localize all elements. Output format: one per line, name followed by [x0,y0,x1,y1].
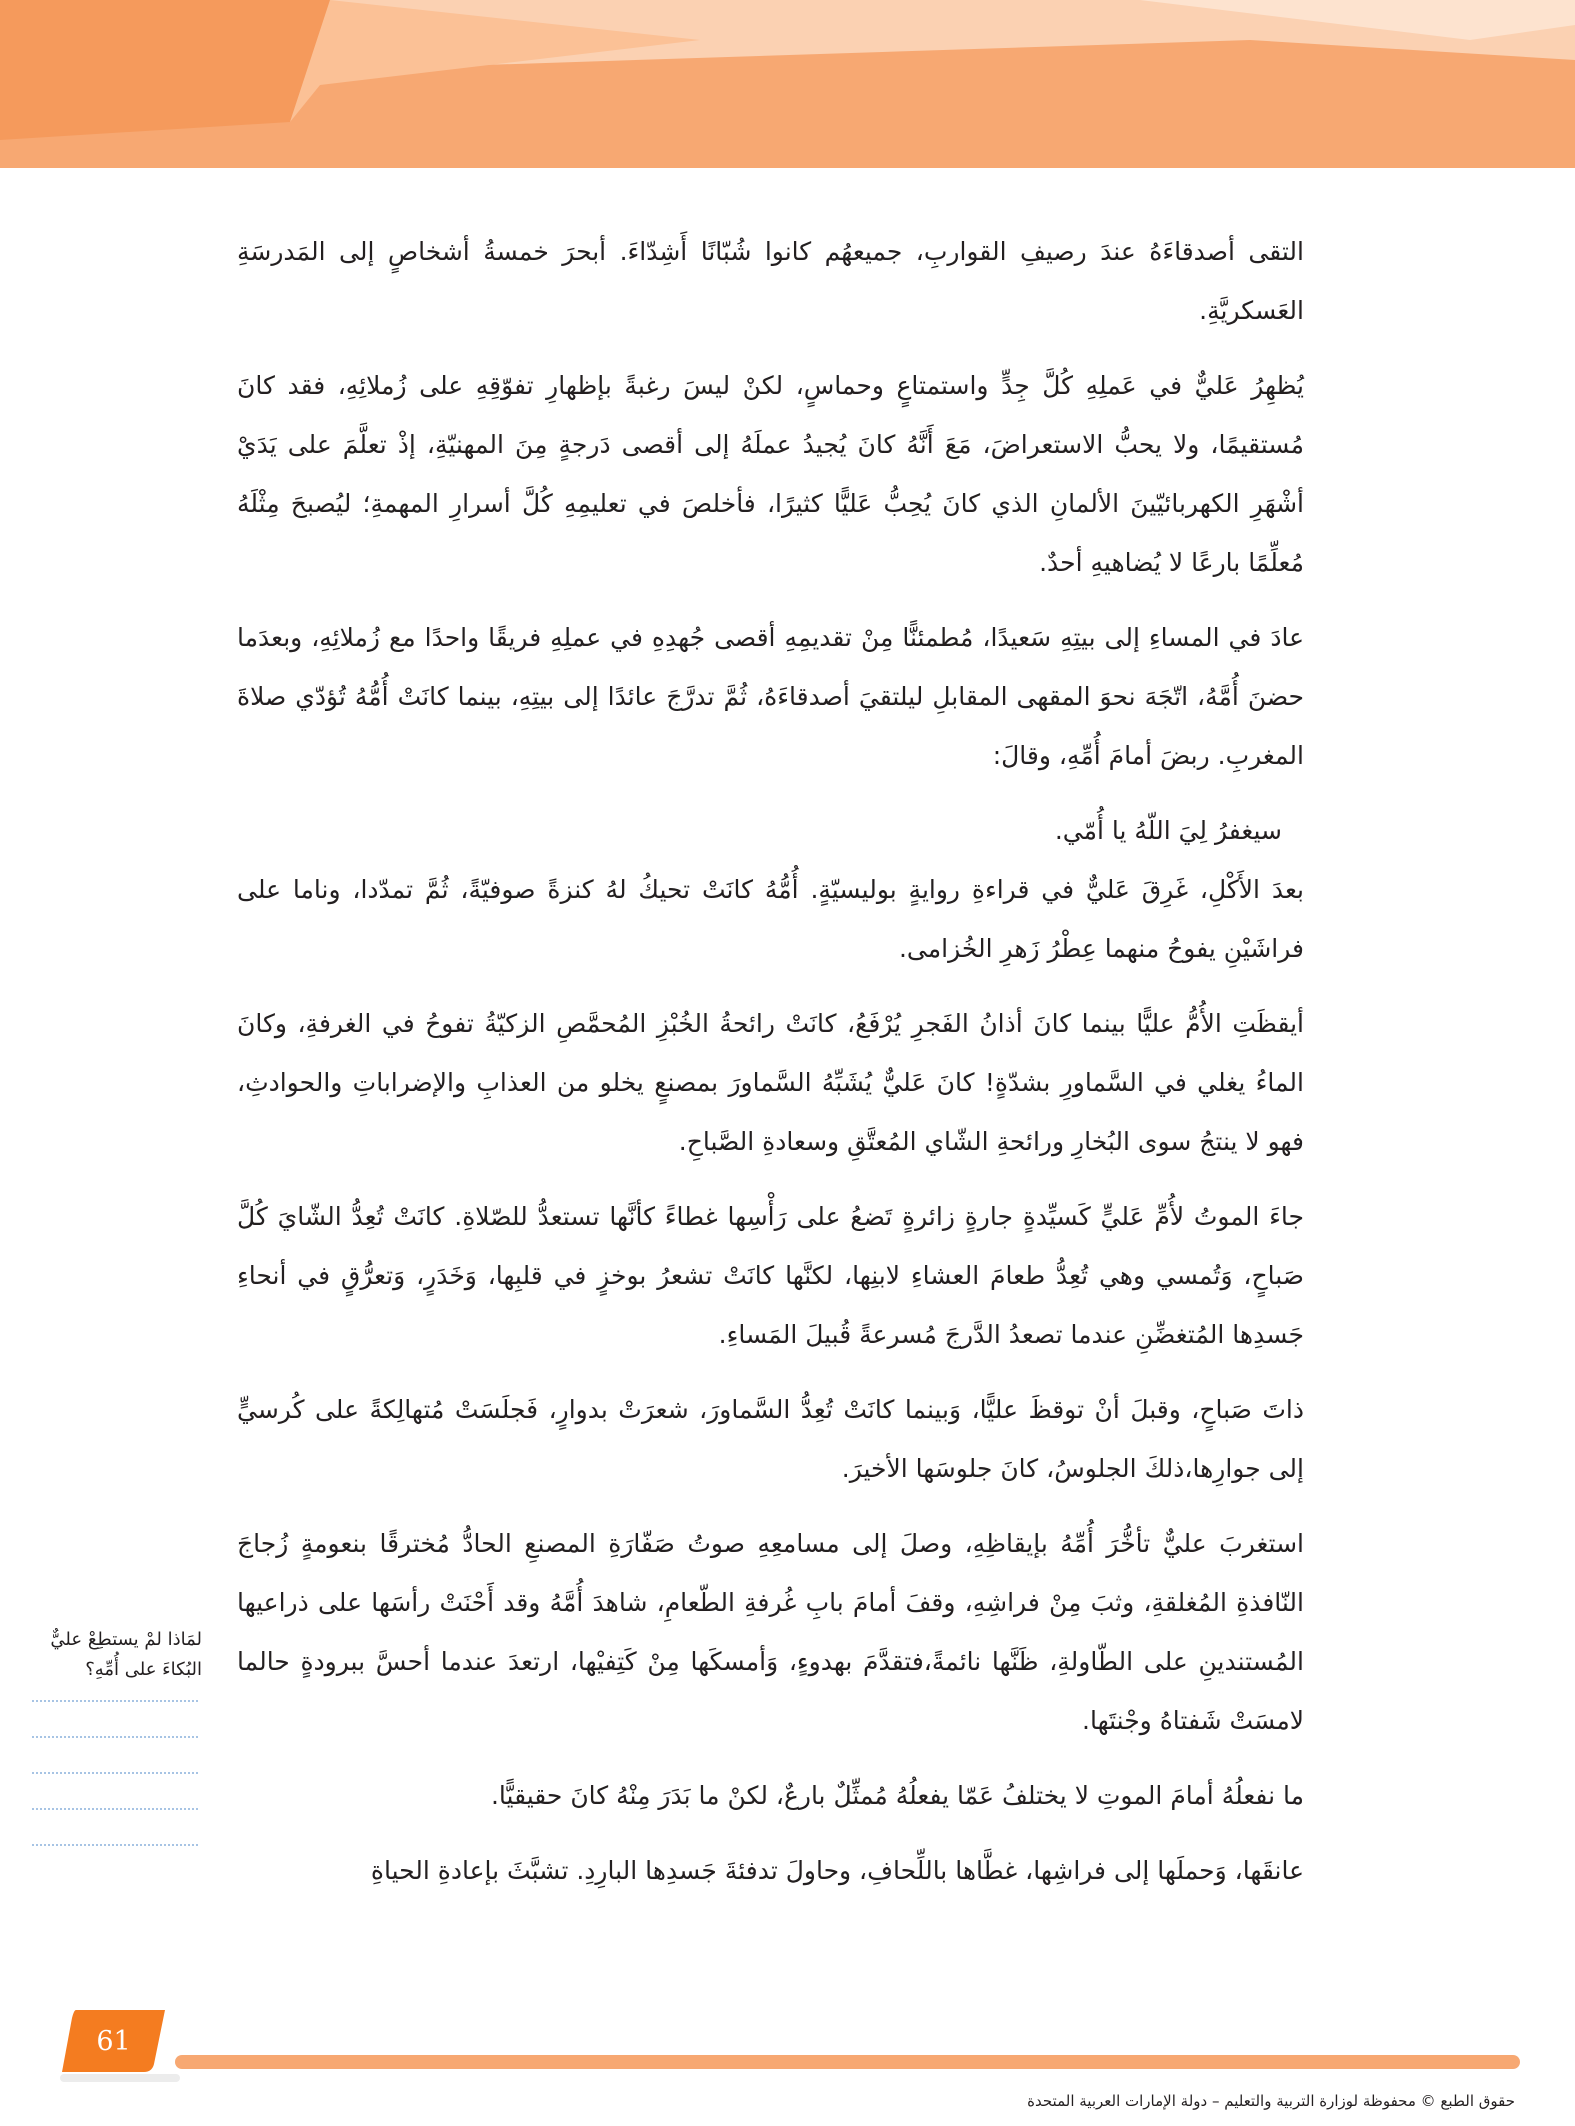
paragraph: ذاتَ صَباحٍ، وقبلَ أنْ توقظَ عليًّا، وَبينما كانَتْ تُعِدُّ السَّماورَ، شعرَتْ بدوارٍ، فَجلَسَتْ مُتهالِكةً على كُرسيٍّ إلى جوارِها،ذلكَ الجلوسُ، كانَ جلوسَها الأخيرَ. [237,1395,1304,1483]
paragraph: استغربَ عليٌّ تأخُّرَ أُمِّهُ بإيقاظِهِ، وصلَ إلى مسامعِهِ صوتُ صَفّارَةِ المصنعِ الحادُّ مُخترقًا بنعومةٍ زُجاجَ النّافذةِ المُغلقةِ، وثبَ مِنْ فراشِهِ، وقفَ أمامَ بابِ غُرفةِ الطّعامِ، شاهدَ أُمَّهُ وقد أَحْنَتْ رأسَها على ذراعيها المُستندينِ على الطّاولةِ، ظَنَّها نائمةً،فتقدَّمَ بهدوءٍ، وَأمسكَها مِنْ كَتِفيْها، ارتعدَ عندما أحسَّ ببرودةٍ حالما لامسَتْ شَفتاهُ وجْنتَها. [237,1529,1304,1735]
page-number-badge [62,2010,165,2072]
paragraph: جاءَ الموتُ لأُمِّ عَليٍّ كَسيِّدةٍ جارةٍ زائرةٍ تَضعُ على رَأْسِها غطاءً كأنَّها تستعدُّ للصّلاةِ. كانَتْ تُعِدُّ الشّايَ كُلَّ صَباحٍ، وَتُمسي وهي تُعِدُّ طعامَ العشاءِ لابنِها، لكنَّها كانَتْ تشعرُ بوخزٍ في قلبِها، وَخَدَرٍ، وَتعرُّقٍ في أنحاءِ جَسدِها المُتغضِّنِ عندما تصعدُ الدَّرجَ مُسرعةً قُبيلَ المَساءِ. [237,1202,1304,1349]
page-number: 61 [96,2025,131,2057]
copyright-notice: حقوق الطبع © محفوظة لوزارة التربية والتعليم – دولة الإمارات العربية المتحدة [1027,2092,1515,2110]
answer-area [32,1700,198,1880]
quote-line: سيغفرُ لِيَ اللّهُ يا أُمّي. [1054,816,1282,845]
footer-bar [175,2055,1520,2069]
header-decoration [0,0,1575,168]
paragraph: عانقَها، وَحملَها إلى فراشِها، غطَّاها باللِّحافِ، وحاولَ تدفئةَ جَسدِها البارِدِ. تشبَّثَ بإعادةِ الحياةِ [370,1856,1304,1885]
answer-line [32,1736,198,1738]
answer-line [32,1844,198,1846]
header-shapes-icon [0,0,1575,168]
answer-line [32,1772,198,1774]
paragraph: التقى أصدقاءَهُ عندَ رصيفِ القواربِ، جميعهُم كانوا شُبّانًا أَشِدّاءَ. أبحرَ خمسةُ أشخاصٍ إلى المَدرسَةِ العَسكريَّةِ. [237,237,1304,325]
paragraph: أيقظَتِ الأُمُّ عليًّا بينما كانَ أذانُ الفَجرِ يُرْفَعُ، كانَتْ رائحةُ الخُبْزِ المُحمَّصِ الزكيّةُ تفوحُ في الغرفةِ، وكانَ الماءُ يغلي في السَّماورِ بشدّةٍ! كانَ عَليٌّ يُشَبِّهُ السَّماورَ بمصنعٍ يخلو من العذابِ والإضراباتِ والحوادثِ، فهو لا ينتجُ سوى البُخارِ ورائحةِ الشّاي المُعتَّقِ وسعادةِ الصَّباحِ. [237,1009,1304,1156]
paragraph: ما نفعلُهُ أمامَ الموتِ لا يختلفُ عَمّا يفعلُهُ مُمثِّلٌ بارعٌ، لكنْ ما بَدَرَ مِنْهُ كانَ حقيقيًّا. [490,1781,1304,1810]
paragraph: يُظهِرُ عَليٌّ في عَملِهِ كُلَّ جِدٍّ واستمتاعٍ وحماسٍ، لكنْ ليسَ رغبةً بإظهارِ تفوّقِهِ على زُملائِهِ، فقد كانَ مُستقيمًا، ولا يحبُّ الاستعراضَ، مَعَ أَنَّهُ كانَ يُجيدُ عملَهُ إلى أقصى دَرجةٍ مِنَ المهنيّةِ، إذْ تعلَّمَ على يَدَيْ أشْهَرِ الكهربائيّينَ الألمانِ الذي كانَ يُحِبُّ عَليًّا كثيرًا، فأخلصَ في تعليمِهِ كُلَّ أسرارِ المهمةِ؛ ليُصبحَ مِثْلَهُ مُعلِّمًا بارعًا لا يُضاهيهِ أحدٌ. [237,371,1304,577]
answer-line [32,1808,198,1810]
paragraph: عادَ في المساءِ إلى بيتِهِ سَعيدًا، مُطمئنًّا مِنْ تقديمِهِ أقصى جُهدِهِ في عملِهِ فريقًا واحدًا مع زُملائِهِ، وبعدَما حضنَ أُمَّهُ، اتّجَهَ نحوَ المقهى المقابلِ ليلتقيَ أصدقاءَهُ، ثُمَّ تدرَّجَ عائدًا إلى بيتِهِ، بينما كانَتْ أُمُّهُ تُؤدّي صلاةَ المغربِ. ربضَ أمامَ أُمِّهِ، وقالَ: [237,623,1304,770]
margin-question: لمَاذا لمْ يستطِعْ عليٌّ البُكاءَ على أُمِّهِ؟ [50,1629,202,1680]
paragraph: بعدَ الأَكْلِ، غَرِقَ عَليٌّ في قراءةِ روايةٍ بوليسيّةٍ. أُمُّهُ كانَتْ تحيكُ لهُ كنزةً صوفيّةً، ثُمَّ تمدّدا، وناما على فراشَيْنِ يفوحُ منهما عِطْرُ زَهرِ الخُزامى. [237,875,1304,963]
answer-line [32,1700,198,1702]
story-text [237,222,1304,1916]
badge-shadow [60,2074,180,2082]
